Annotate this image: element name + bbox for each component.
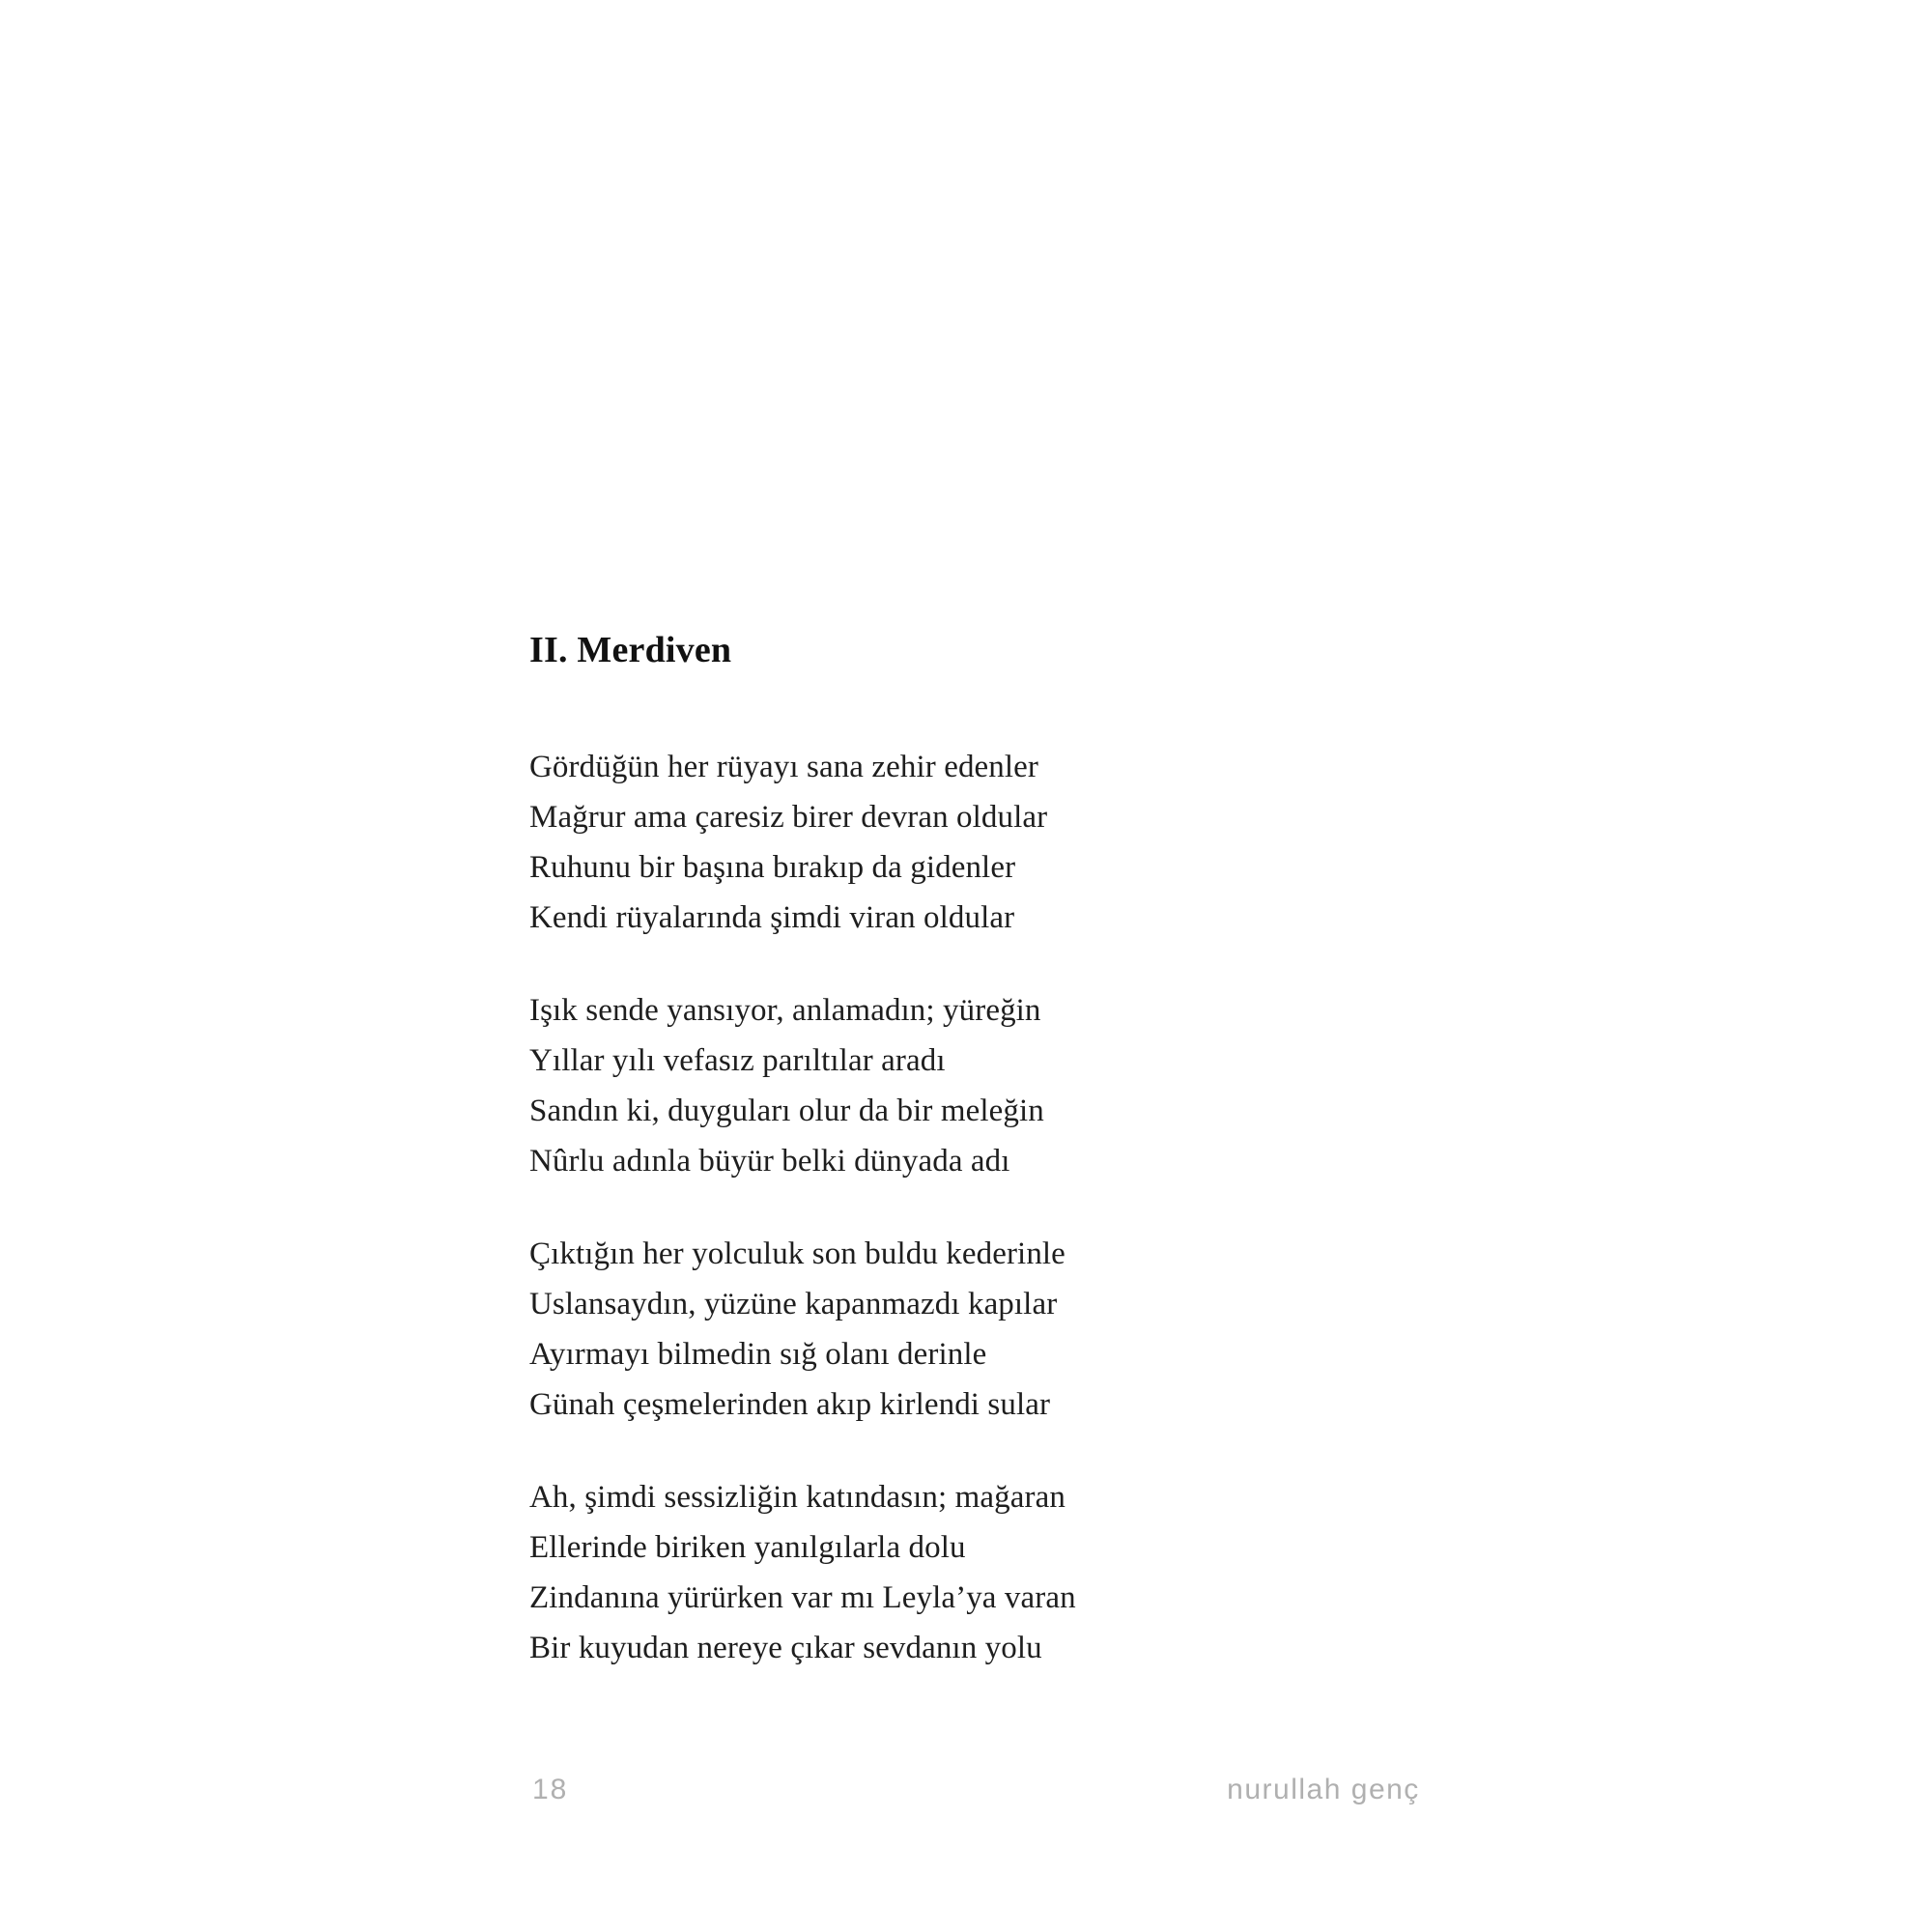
poem-line: Zindanına yürürken var mı Leyla’ya varan (529, 1580, 1076, 1615)
poem-line: Ayırmayı bilmedin sığ olanı derinle (529, 1337, 987, 1372)
poem-line: Bir kuyudan nereye çıkar sevdanın yolu (529, 1631, 1042, 1665)
poem-line: Gördüğün her rüyayı sana zehir edenler (529, 750, 1038, 784)
poem-line: Ruhunu bir başına bırakıp da gidenler (529, 850, 1016, 885)
poem-line: Çıktığın her yolculuk son buldu kederinle (529, 1236, 1065, 1271)
stanza-3 (529, 1229, 1264, 1430)
poem-line: Sandın ki, duyguları olur da bir meleğin (529, 1094, 1044, 1128)
poem-stanzas (529, 742, 1264, 1673)
poem-line: Ellerinde biriken yanılgılarla dolu (529, 1530, 966, 1565)
poem-line: Kendi rüyalarında şimdi viran oldular (529, 900, 1015, 935)
poem-line: Işık sende yansıyor, anlamadın; yüreğin (529, 993, 1041, 1028)
page-number: 18 (532, 1774, 569, 1805)
poem-content (529, 628, 1264, 1673)
poem-title: II. Merdiven (529, 630, 732, 670)
poem-line: Ah, şimdi sessizliğin katındasın; mağaran (529, 1480, 1065, 1515)
poem-line: Günah çeşmelerinden akıp kirlendi sular (529, 1387, 1051, 1422)
poem-line: Uslansaydın, yüzüne kapanmazdı kapılar (529, 1287, 1058, 1321)
stanza-4 (529, 1472, 1264, 1673)
running-footer-author: nurullah genç (1227, 1774, 1420, 1805)
poem-line: Mağrur ama çaresiz birer devran oldular (529, 800, 1048, 835)
stanza-1 (529, 742, 1264, 943)
poem-line: Nûrlu adınla büyür belki dünyada adı (529, 1144, 1010, 1179)
stanza-2 (529, 985, 1264, 1186)
poem-line: Yıllar yılı vefasız parıltılar aradı (529, 1043, 946, 1078)
